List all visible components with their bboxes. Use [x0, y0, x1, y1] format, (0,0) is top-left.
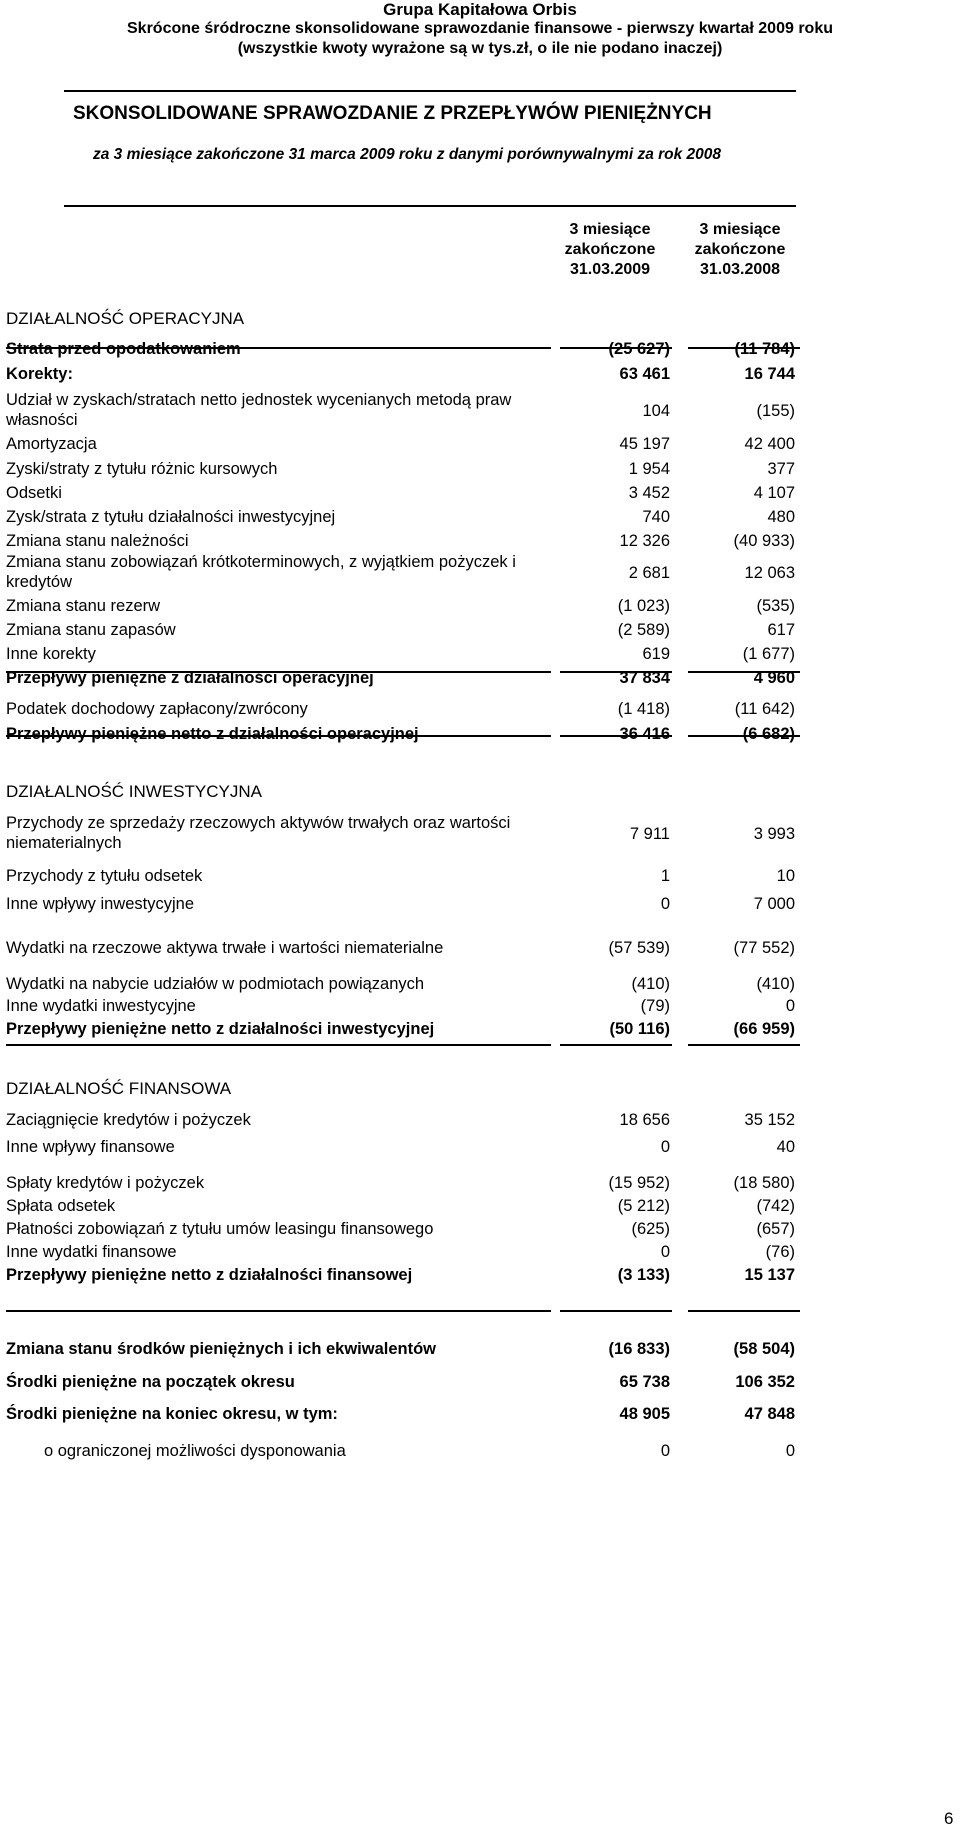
row-value-2009: 104	[642, 402, 670, 420]
row-value-2008: 7 000	[753, 895, 795, 913]
row-label: Środki pieniężne na początek okresu	[6, 1373, 295, 1391]
row-value-2009: (2 589)	[617, 621, 670, 639]
row-value-2009: (57 539)	[608, 939, 670, 957]
report-name: Skrócone śródroczne skonsolidowane sprawozdanie finansowe - pierwszy kwartał 2009 roku	[127, 20, 833, 37]
row-value-2009: 7 911	[629, 825, 670, 843]
row-label: o ograniczonej możliwości dysponowania	[44, 1442, 346, 1460]
row-value-2008: 617	[767, 621, 795, 639]
row-label: Zyski/straty z tytułu różnic kursowych	[6, 460, 278, 478]
row-value-2009: 0	[660, 1243, 670, 1261]
row-value-2008: (6 682)	[742, 725, 795, 743]
row-value-2009: (79)	[640, 997, 670, 1015]
row-label: Inne wpływy inwestycyjne	[6, 895, 194, 913]
row-value-2008: 0	[785, 1442, 795, 1460]
row-label: Zysk/strata z tytułu działalności inwestycyjnej	[6, 508, 336, 526]
row-divider	[688, 1310, 800, 1312]
row-label: Przepływy pieniężne netto z działalności inwestycyjnej	[6, 1020, 435, 1038]
row-value-2008: 40	[776, 1138, 795, 1156]
row-value-2009: (50 116)	[609, 1020, 670, 1038]
row-divider	[688, 1044, 800, 1046]
row-label: Zmiana stanu środków pieniężnych i ich ekwiwalentów	[6, 1340, 437, 1358]
row-value-2008: 35 152	[744, 1111, 795, 1129]
row-value-2009: 63 461	[619, 365, 670, 383]
row-divider	[560, 735, 672, 737]
row-divider	[6, 735, 551, 737]
row-value-2008: 12 063	[744, 564, 795, 582]
row-value-2008: (66 959)	[733, 1020, 795, 1038]
column-header-line: 3 miesiące	[699, 221, 781, 238]
row-label: Przychody z tytułu odsetek	[6, 867, 203, 885]
row-value-2008: 3 993	[753, 825, 795, 843]
row-label: Amortyzacja	[6, 435, 97, 453]
column-header-line: zakończone	[694, 241, 786, 258]
row-value-2008: 10	[776, 867, 795, 885]
row-label: Spłata odsetek	[6, 1197, 116, 1215]
row-label: Korekty:	[6, 365, 73, 383]
row-divider	[6, 671, 551, 673]
row-label: Odsetki	[6, 484, 62, 502]
row-value-2008: 480	[767, 508, 795, 526]
row-value-2008: 42 400	[744, 435, 795, 453]
row-label: Zmiana stanu zapasów	[6, 621, 176, 639]
section-investing: DZIAŁALNOŚĆ INWESTYCYJNA	[6, 782, 262, 801]
row-label: Inne wydatki inwestycyjne	[6, 997, 196, 1015]
row-label: Inne wydatki finansowe	[6, 1243, 177, 1261]
row-value-2009: 45 197	[619, 435, 670, 453]
row-value-2009: 0	[660, 1442, 670, 1460]
row-value-2008: (76)	[765, 1243, 795, 1261]
row-label: Środki pieniężne na koniec okresu, w tym:	[6, 1405, 338, 1423]
section-operating: DZIAŁALNOŚĆ OPERACYJNA	[6, 309, 245, 328]
row-label: Podatek dochodowy zapłacony/zwrócony	[6, 700, 308, 718]
header-divider	[64, 90, 796, 92]
row-value-2008: 16 744	[744, 365, 795, 383]
row-divider	[560, 1044, 672, 1046]
row-value-2009: (625)	[631, 1220, 670, 1238]
row-value-2009: 0	[660, 895, 670, 913]
row-value-2009: 12 326	[619, 532, 670, 550]
currency-note: (wszystkie kwoty wyrażone są w tys.zł, o ile nie podano inaczej)	[237, 40, 723, 57]
row-value-2008: (11 784)	[734, 340, 795, 358]
row-label: Przychody ze sprzedaży rzeczowych aktywów trwałych oraz wartości niematerialnych	[6, 814, 511, 852]
row-value-2008: (657)	[756, 1220, 795, 1238]
row-value-2008: 47 848	[744, 1405, 795, 1423]
row-value-2008: (58 504)	[733, 1340, 795, 1358]
row-value-2008: 0	[785, 997, 795, 1015]
column-header-line: zakończone	[564, 241, 656, 258]
row-value-2009: (16 833)	[608, 1340, 670, 1358]
row-label: Płatności zobowiązań z tytułu umów leasingu finansowego	[6, 1220, 434, 1238]
row-value-2008: (18 580)	[733, 1174, 795, 1192]
row-label: Inne korekty	[6, 645, 96, 663]
row-value-2009: (15 952)	[608, 1174, 670, 1192]
row-label: Przepływy pieniężne netto z działalności finansowej	[6, 1266, 413, 1284]
row-value-2009: 1	[660, 867, 670, 885]
page-number: 6	[944, 1809, 954, 1828]
column-header-line: 3 miesiące	[569, 221, 651, 238]
row-value-2009: (1 023)	[617, 597, 670, 615]
row-value-2008: (1 677)	[742, 645, 795, 663]
row-value-2009: (5 212)	[617, 1197, 670, 1215]
row-divider	[6, 1044, 551, 1046]
row-value-2008: 377	[767, 460, 795, 478]
row-value-2009: 619	[642, 645, 670, 663]
row-divider	[6, 1310, 551, 1312]
row-label: Zmiana stanu rezerw	[6, 597, 161, 615]
row-value-2009: 18 656	[619, 1111, 670, 1129]
row-value-2009: (3 133)	[617, 1266, 670, 1284]
section-financing: DZIAŁALNOŚĆ FINANSOWA	[6, 1079, 232, 1098]
company-name: Grupa Kapitałowa Orbis	[383, 0, 577, 19]
row-divider	[560, 671, 672, 673]
row-value-2008: 4 960	[753, 669, 795, 687]
row-divider	[688, 671, 800, 673]
row-value-2008: (77 552)	[733, 939, 795, 957]
row-value-2008: (410)	[756, 975, 795, 993]
row-label: Przepływy pieniężne z działalności operacyjnej	[6, 669, 374, 687]
row-value-2008: 4 107	[753, 484, 795, 502]
row-value-2009: 3 452	[628, 484, 670, 502]
row-value-2009: 37 834	[619, 669, 670, 687]
column-header-line: 31.03.2009	[569, 261, 651, 278]
column-header-2008	[685, 220, 795, 280]
row-value-2008: (535)	[756, 597, 795, 615]
row-label: Zmiana stanu zobowiązań krótkoterminowych, z wyjątkiem pożyczek i kredytów	[6, 553, 516, 591]
row-value-2009: 48 905	[619, 1405, 670, 1423]
row-divider	[6, 347, 551, 349]
row-value-2008: (742)	[756, 1197, 795, 1215]
row-value-2008: (40 933)	[733, 532, 795, 550]
title-divider	[64, 205, 796, 207]
row-value-2009: 36 416	[619, 725, 670, 743]
row-label: Strata przed opodatkowaniem	[6, 340, 241, 358]
page-title: SKONSOLIDOWANE SPRAWOZDANIE Z PRZEPŁYWÓW PIENIĘŻNYCH	[73, 103, 712, 124]
row-label: Przepływy pieniężne netto z działalności operacyjnej	[6, 725, 419, 743]
row-label: Zaciągnięcie kredytów i pożyczek	[6, 1111, 251, 1129]
row-divider	[688, 735, 800, 737]
row-label: Zmiana stanu należności	[6, 532, 189, 550]
column-header-line: 31.03.2008	[699, 261, 781, 278]
row-value-2009: 65 738	[619, 1373, 670, 1391]
row-label: Spłaty kredytów i pożyczek	[6, 1174, 205, 1192]
row-label: Wydatki na nabycie udziałów w podmiotach powiązanych	[6, 975, 425, 993]
row-value-2009: (1 418)	[617, 700, 670, 718]
row-divider	[560, 1310, 672, 1312]
page-subtitle: za 3 miesiące zakończone 31 marca 2009 roku z danymi porównywalnymi za rok 2008	[93, 146, 722, 163]
row-value-2009: (25 627)	[608, 340, 670, 358]
row-value-2008: 15 137	[744, 1266, 795, 1284]
row-label: Udział w zyskach/stratach netto jednostek wycenianych metodą praw własności	[6, 391, 512, 429]
row-value-2009: 0	[660, 1138, 670, 1156]
column-header-2009	[555, 220, 665, 280]
row-value-2009: 740	[642, 508, 670, 526]
row-value-2009: 2 681	[628, 564, 670, 582]
row-label: Inne wpływy finansowe	[6, 1138, 175, 1156]
row-value-2009: 1 954	[628, 460, 670, 478]
row-value-2008: (155)	[756, 402, 795, 420]
row-label: Wydatki na rzeczowe aktywa trwałe i wartości niematerialne	[6, 939, 444, 957]
row-value-2008: 106 352	[735, 1373, 795, 1391]
row-value-2009: (410)	[631, 975, 670, 993]
row-value-2008: (11 642)	[734, 700, 795, 718]
row-divider	[688, 347, 800, 349]
row-divider	[560, 347, 672, 349]
